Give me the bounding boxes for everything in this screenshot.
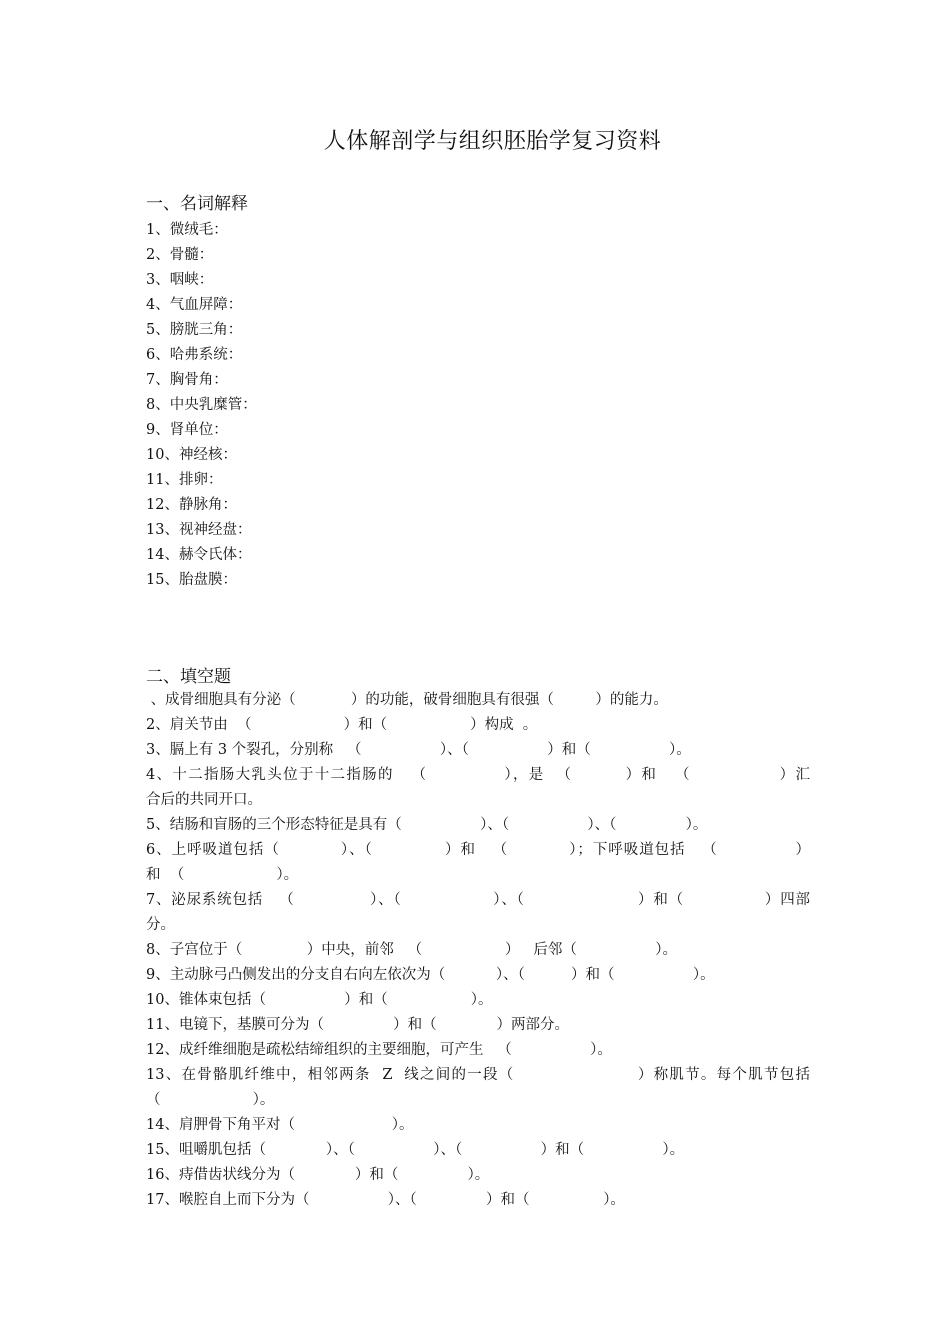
fill-blank-question: 2、肩关节由 （ ）和（ ）构成 。 — [146, 717, 538, 733]
fill-blank-continuation: 合后的共同开口。 — [146, 792, 262, 808]
term-item: 15、胎盘膜： — [146, 572, 237, 588]
term-item: 14、赫令氏体： — [146, 547, 252, 563]
fill-blank-continuation: 和 （ ）。 — [146, 867, 299, 883]
term-item: 13、视神经盘： — [146, 522, 252, 538]
term-item: 1、微绒毛： — [146, 222, 228, 238]
fill-blank-question: 、成骨细胞具有分泌（ ）的功能，破骨细胞具有很强（ ）的能力。 — [146, 692, 668, 708]
fill-blank-question: 8、子宫位于（ ）中央，前邻 （ ） 后邻（ ）。 — [146, 942, 677, 958]
fill-blank-question: 16、痔借齿状线分为（ ）和（ ）。 — [146, 1167, 490, 1183]
term-item: 4、气血屏障： — [146, 297, 243, 313]
term-item: 9、肾单位： — [146, 422, 228, 438]
fill-blank-question: 3、膈上有 3 个裂孔，分别称 （ ）、（ ）和（ ）。 — [146, 742, 691, 758]
term-item: 12、静脉角： — [146, 497, 237, 513]
term-item: 5、膀胱三角： — [146, 322, 243, 338]
term-item: 10、神经核： — [146, 447, 237, 463]
page-title: 人体解剖学与组织胚胎学复习资料 — [323, 129, 662, 154]
fill-blank-continuation: 分。 — [146, 917, 175, 933]
fill-blank-question: 5、结肠和盲肠的三个形态特征是具有（ ）、（ ）、（ ）。 — [146, 817, 708, 833]
terms-list — [146, 218, 257, 593]
fill-blank-question: 6、上呼吸道包括（ ）、（ ）和 （ ）；下呼吸道包括 （ ） — [146, 842, 810, 858]
fill-blank-question: 4、十二指肠大乳头位于十二指肠的 （ ），是 （ ）和 （ ）汇 — [146, 767, 810, 783]
fill-blank-question: 17、喉腔自上而下分为（ ）、（ ）和（ ）。 — [146, 1192, 625, 1208]
section-heading-terms: 一、名词解释 — [146, 194, 248, 214]
fill-blank-question: 13、在骨骼肌纤维中，相邻两条 Z 线之间的一段（ ）称肌节。每个肌节包括 — [146, 1067, 810, 1083]
term-item: 7、胸骨角： — [146, 372, 228, 388]
fill-blank-question: 15、咀嚼肌包括（ ）、（ ）、（ ）和（ ）。 — [146, 1142, 685, 1158]
fill-blank-continuation: （ ）。 — [146, 1092, 275, 1108]
term-item: 2、骨髓： — [146, 247, 214, 263]
fill-blank-question: 9、主动脉弓凸侧发出的分支自右向左依次为（ ）、（ ）和（ ）。 — [146, 967, 715, 983]
term-item: 3、咽峡： — [146, 272, 214, 288]
fill-blank-question: 10、锥体束包括（ ）和（ ）。 — [146, 992, 493, 1008]
fill-blank-question: 12、成纤维细胞是疏松结缔组织的主要细胞，可产生 （ ）。 — [146, 1042, 612, 1058]
term-item: 8、中央乳糜管： — [146, 397, 257, 413]
fill-blank-list — [146, 688, 810, 1213]
term-item: 11、排卵： — [146, 472, 223, 488]
fill-blank-question: 14、肩胛骨下角平对（ ）。 — [146, 1117, 414, 1133]
term-item: 6、哈弗系统： — [146, 347, 243, 363]
fill-blank-question: 11、电镜下，基膜可分为（ ）和（ ）两部分。 — [146, 1017, 570, 1033]
section-heading-fill-blanks: 二、填空题 — [146, 667, 231, 687]
fill-blank-question: 7、泌尿系统包括 （ ）、（ ）、（ ）和（ ）四部 — [146, 892, 810, 908]
